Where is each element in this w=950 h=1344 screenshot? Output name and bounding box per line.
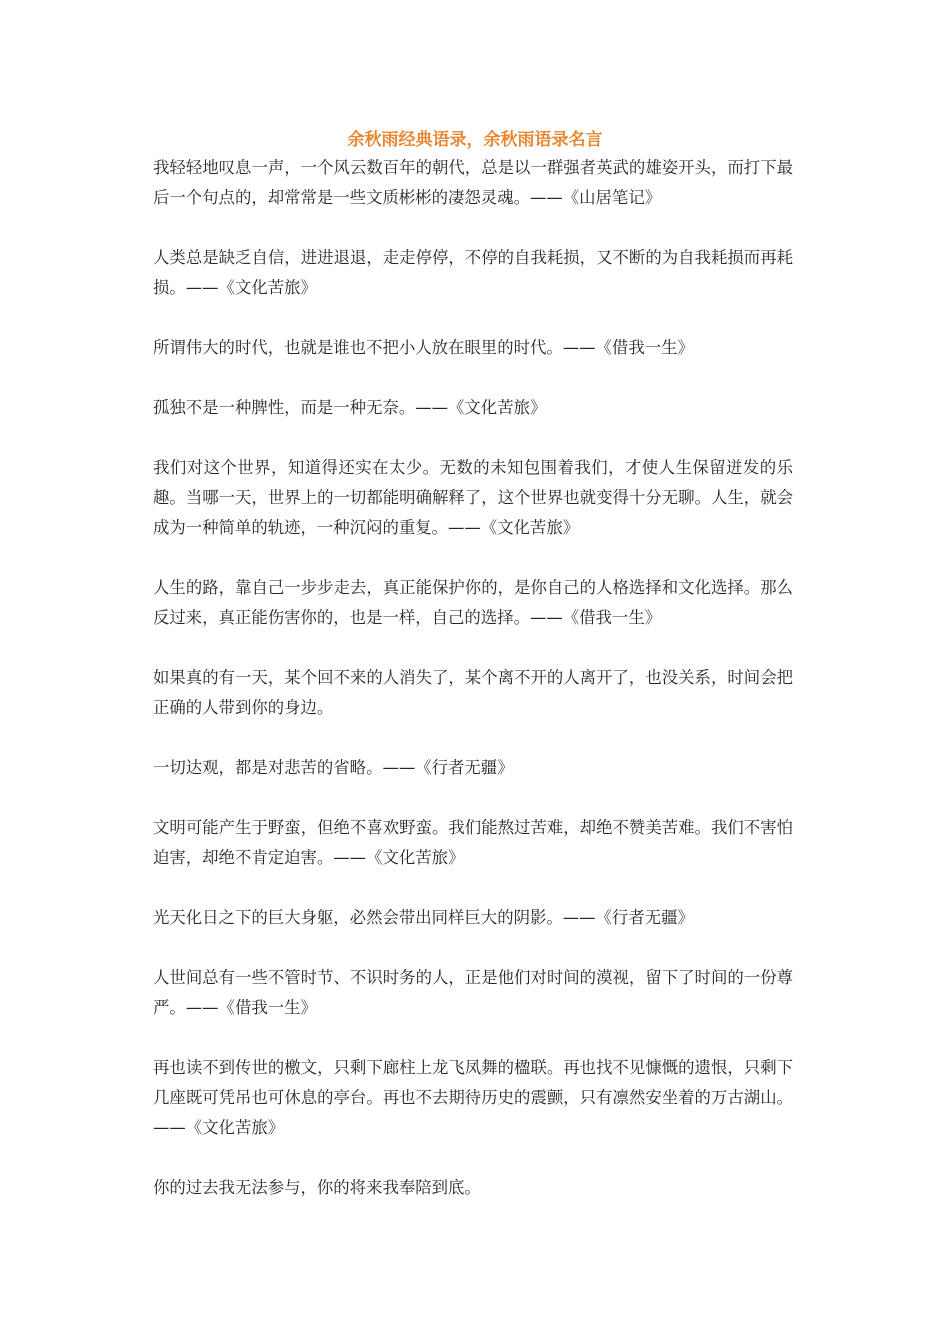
quote-paragraph: 孤独不是一种脾性，而是一种无奈。——《文化苦旅》 xyxy=(153,398,547,417)
quote-paragraph: 如果真的有一天，某个回不来的人消失了，某个离不开的人离开了，也没关系，时间会把正确的人带到你的身边。 xyxy=(153,668,793,717)
quote-paragraph: 人类总是缺乏自信，进进退退，走走停停，不停的自我耗损，又不断的为自我耗损而再耗损。——《文化苦旅》 xyxy=(153,248,793,297)
quote-list xyxy=(153,153,793,1233)
quote-paragraph: 光天化日之下的巨大身躯，必然会带出同样巨大的阴影。——《行者无疆》 xyxy=(153,908,694,927)
quote-paragraph: 人生的路，靠自己一步步走去，真正能保护你的，是你自己的人格选择和文化选择。那么反过来，真正能伤害你的，也是一样，自己的选择。——《借我一生》 xyxy=(153,578,793,627)
quote-paragraph: 一切达观，都是对悲苦的省略。——《行者无疆》 xyxy=(153,758,514,777)
quote-paragraph: 再也读不到传世的檄文，只剩下廊柱上龙飞凤舞的楹联。再也找不见慷慨的遗恨，只剩下几座既可凭吊也可休息的亭台。再也不去期待历史的震颤，只有凛然安坐着的万古湖山。——《文化苦旅》 xyxy=(153,1058,793,1137)
quote-paragraph: 我轻轻地叹息一声，一个风云数百年的朝代，总是以一群强者英武的雄姿开头，而打下最后一个句点的，却常常是一些文质彬彬的凄怨灵魂。——《山居笔记》 xyxy=(153,158,793,207)
page-title: 余秋雨经典语录，余秋雨语录名言 xyxy=(347,130,603,150)
quote-paragraph: 文明可能产生于野蛮，但绝不喜欢野蛮。我们能熬过苦难，却绝不赞美苦难。我们不害怕迫害，却绝不肯定迫害。——《文化苦旅》 xyxy=(153,818,793,867)
quote-paragraph: 人世间总有一些不管时节、不识时务的人，正是他们对时间的漠视，留下了时间的一份尊严。——《借我一生》 xyxy=(153,968,793,1017)
quote-paragraph: 我们对这个世界，知道得还实在太少。无数的未知包围着我们，才使人生保留迸发的乐趣。当哪一天，世界上的一切都能明确解释了，这个世界也就变得十分无聊。人生，就会成为一种简单的轨迹，一种沉闷的重复。——《文化苦旅》 xyxy=(153,458,793,537)
quote-paragraph: 所谓伟大的时代，也就是谁也不把小人放在眼里的时代。——《借我一生》 xyxy=(153,338,694,357)
quote-paragraph: 你的过去我无法参与，你的将来我奉陪到底。 xyxy=(153,1178,481,1197)
